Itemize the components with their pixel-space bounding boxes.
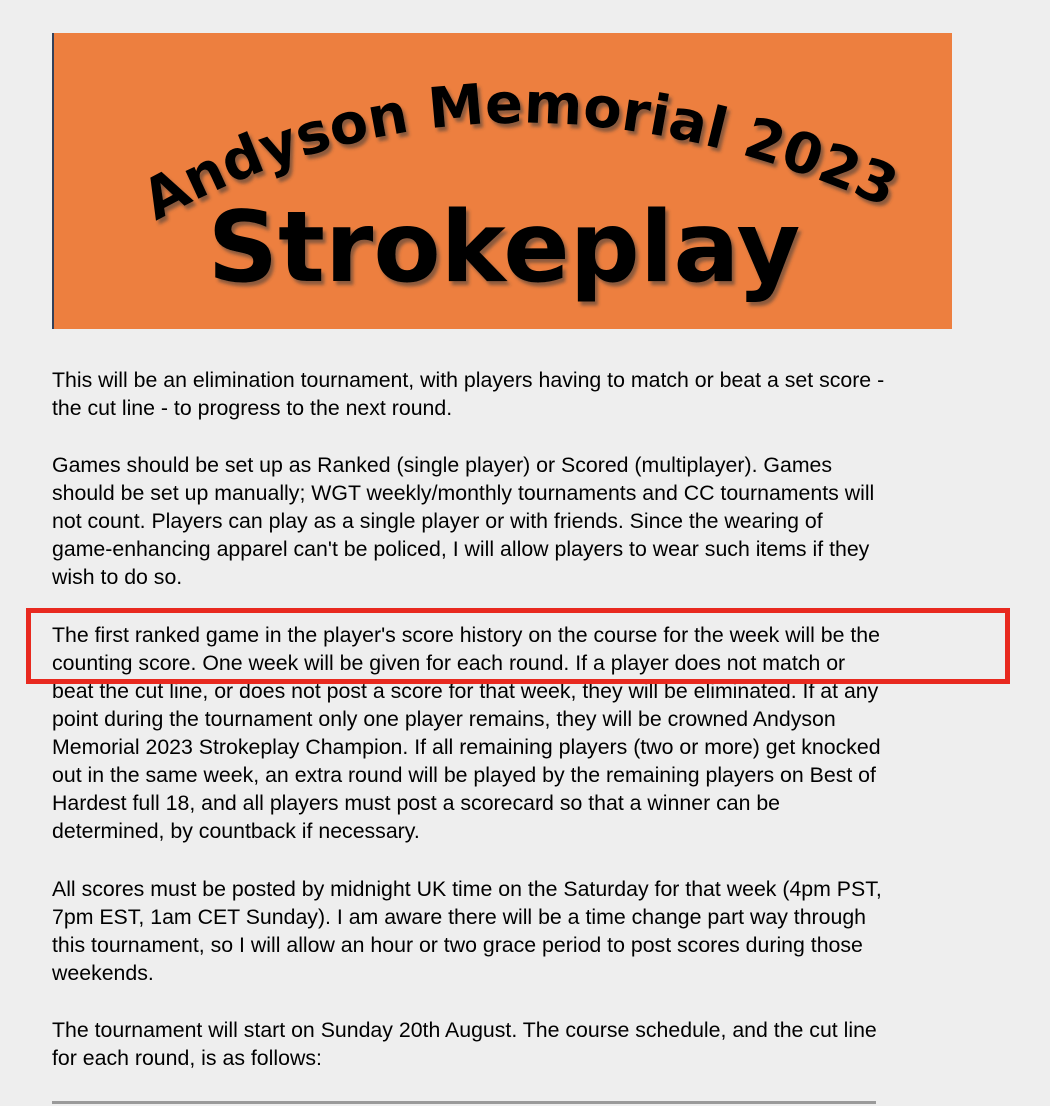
deadline-paragraph: All scores must be posted by midnight UK time on the Saturday for that week (4pm PST, 7pm EST, 1am CET Sunday). I am aware there will be a time change part way through this tournament, so I will allow an hour or two grace period to post scores during those weekends. [52,877,882,985]
banner-subtitle: Strokeplay [207,191,801,305]
game-setup-paragraph: Games should be set up as Ranked (single player) or Scored (multiplayer). Games should be set up manually; WGT weekly/monthly tournaments and CC tournaments will not count. Players can play as a single player or with friends. Since the wearing of game-enhancing apparel can't be policed, I will allow players to wear such items if they wish to do so. [52,453,875,589]
tournament-banner [52,33,952,329]
schedule-table-top-border [52,1101,876,1104]
schedule-intro-paragraph: The tournament will start on Sunday 20th August. The course schedule, and the cut line for each round, is as follows: [52,1018,877,1070]
scoring-rules-paragraph: The first ranked game in the player's score history on the course for the week will be the counting score. One week will be given for each round. If a player does not match or beat the cut line, or does not post a score for that week, they will be eliminated. If at any point during the tournament only one player remains, they will be crowned Andyson Memorial 2023 Strokeplay Champion. If all remaining players (two or more) get knocked out in the same week, an extra round will be played by the remaining players on Best of Hardest full 18, and all players must post a scorecard so that a winner can be determined, by countback if necessary. [52,623,881,843]
banner-artwork [54,33,952,329]
intro-paragraph: This will be an elimination tournament, with players having to match or beat a set score - the cut line - to progress to the next round. [52,368,885,420]
banner-title-arc-text: Andyson Memorial 2023 [131,71,907,234]
